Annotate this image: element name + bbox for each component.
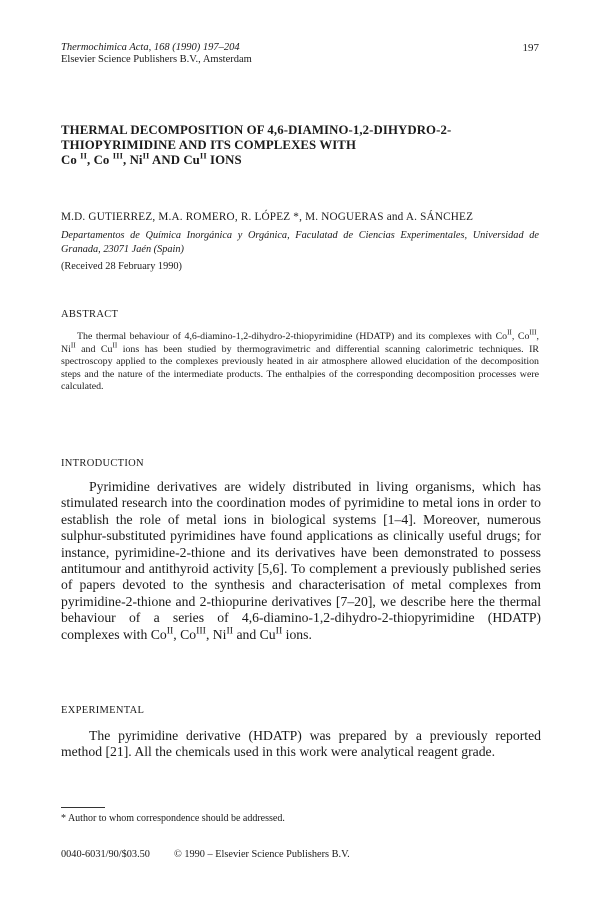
footnote-rule [61, 807, 105, 808]
bottom-imprint [61, 849, 350, 860]
received-date: (Received 28 February 1990) [61, 261, 182, 272]
author-list: M.D. GUTIERREZ, M.A. ROMERO, R. LÓPEZ *, M. NOGUERAS and A. SÁNCHEZ [61, 211, 474, 223]
affiliation: Departamentos de Química Inorgánica y Orgánica, Faculatad de Ciencias Experimentales, Universidad de Granada, 23071 Jaén (Spain) [61, 230, 539, 255]
introduction-text: Pyrimidine derivatives are widely distributed in living organisms, which has stimulated research into the coordination modes of pyrimidine to metal ions in order to establish the role of metal ions in biological systems [1–4]. Moreover, numerous sulphur-substituted pyrimidines have found applications as clinically useful drugs; for instance, pyrimidine-2-thione and its derivatives have been demonstrated to possess antitumour and antithyroid activity [5,6]. To complement a previously published series of papers devoted to the synthesis and characterisation of metal complexes from pyrimidine-2-thione and 2-thiopurine derivatives [7–20], we describe here the thermal behaviour of a series of 4,6-diamino-1,2-dihydro-2-thiopyrimidine (HDATP) complexes with $Co^{II}$, $Co^{III}$, $Ni^{II}$ and $Cu^{II}$ ions. [61, 479, 541, 642]
title-line-1: THERMAL DECOMPOSITION OF 4,6-DIAMINO-1,2-DIHYDRO-2- [61, 123, 452, 137]
footnote: * Author to whom correspondence should be addressed. [61, 813, 285, 824]
journal-citation: Thermochimica Acta, 168 (1990) 197–204 [61, 42, 240, 53]
article-title [61, 123, 541, 168]
abstract-heading: ABSTRACT [61, 309, 119, 320]
issn-code: 0040-6031/90/$03.50 [61, 849, 150, 860]
title-line-3: Co $^{II}$, Co $^{III}$, $Ni^{II}$ AND $Cu^{II}$ IONS [61, 150, 242, 167]
experimental-text: The pyrimidine derivative (HDATP) was prepared by a previously reported method [21]. All the chemicals used in this work were analytical reagent grade. [61, 728, 541, 760]
title-line-2: THIOPYRIMIDINE AND ITS COMPLEXES WITH [61, 138, 356, 152]
page-number: 197 [522, 42, 539, 54]
copyright-notice: © 1990 – Elsevier Science Publishers B.V. [173, 849, 350, 860]
introduction-heading: INTRODUCTION [61, 458, 144, 469]
publisher-line: Elsevier Science Publishers B.V., Amsterdam [61, 54, 252, 65]
experimental-heading: EXPERIMENTAL [61, 705, 145, 716]
abstract-text: The thermal behaviour of 4,6-diamino-1,2-dihydro-2-thiopyrimidine (HDATP) and its complexes with $Co^{II}$, $Co^{III}$, $Ni^{II}$ and $Cu^{II}$ ions has been studied by thermogravimetric and differential scanning calorimetric techniques. IR spectroscopy applied to the complexes previously heated in air atmosphere allowed elucidation of the decomposition steps and the nature of the intermediate products. The enthalpies of the corresponding decomposition processes were calculated. [61, 328, 539, 393]
